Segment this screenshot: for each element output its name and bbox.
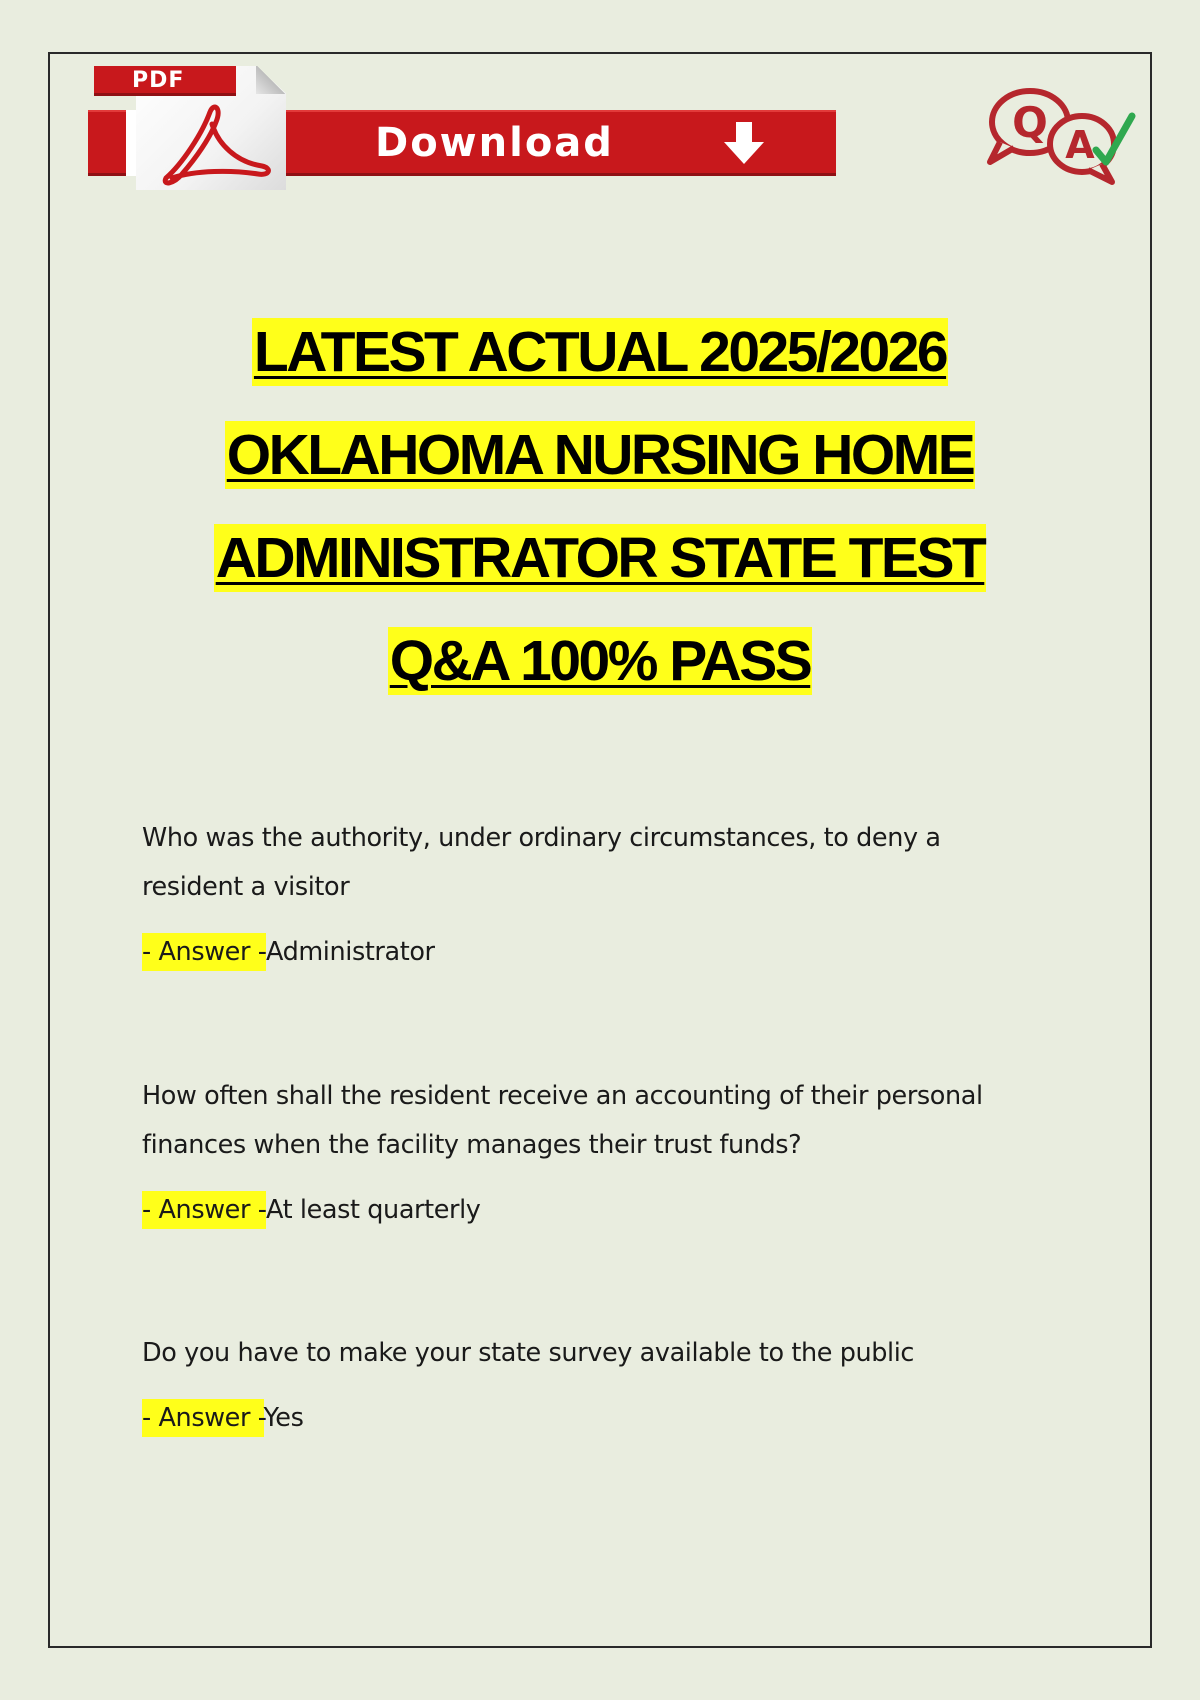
title-line-3: [0, 524, 1200, 627]
title-text-1: LATEST ACTUAL 2025/2026: [253, 320, 947, 384]
answer-line: [142, 1190, 1022, 1230]
banner-divider: [126, 110, 136, 176]
title-text-2: OKLAHOMA NURSING HOME: [226, 423, 974, 487]
download-button[interactable]: [88, 64, 836, 192]
answer-text: Administrator: [265, 937, 435, 967]
title-text-3: ADMINISTRATOR STATE TEST: [215, 526, 985, 590]
answer-text: At least quarterly: [265, 1195, 481, 1225]
page-fold-icon: [256, 66, 286, 94]
answer-line: [142, 1398, 1022, 1438]
pdf-label: PDF: [94, 66, 236, 96]
title-text-4: Q&A 100% PASS: [389, 629, 811, 693]
answer-line: [142, 932, 1022, 972]
q-letter: Q: [1012, 98, 1048, 147]
page-title: [0, 318, 1200, 730]
qa-item-1: [142, 814, 1022, 972]
qa-item-3: [142, 1329, 1022, 1438]
download-label: Download: [375, 120, 614, 166]
arrow-down-icon: [718, 120, 770, 168]
title-line-1: [0, 318, 1200, 421]
qa-logo-icon: [978, 80, 1138, 190]
title-line-2: [0, 421, 1200, 524]
acrobat-icon: [152, 104, 272, 188]
answer-prefix: - Answer -: [142, 1191, 266, 1229]
a-letter: A: [1065, 123, 1095, 167]
answer-prefix: - Answer -: [142, 1399, 264, 1437]
question-text: Who was the authority, under ordinary circumstances, to deny a resident a visitor: [142, 823, 941, 902]
answer-text: Yes: [263, 1403, 304, 1433]
question-text: Do you have to make your state survey available to the public: [142, 1338, 915, 1368]
title-line-4: [0, 627, 1200, 730]
question-text: How often shall the resident receive an accounting of their personal finances when the facility manages their trust funds?: [142, 1081, 983, 1160]
answer-prefix: - Answer -: [142, 933, 266, 971]
qa-item-2: [142, 1072, 1022, 1230]
